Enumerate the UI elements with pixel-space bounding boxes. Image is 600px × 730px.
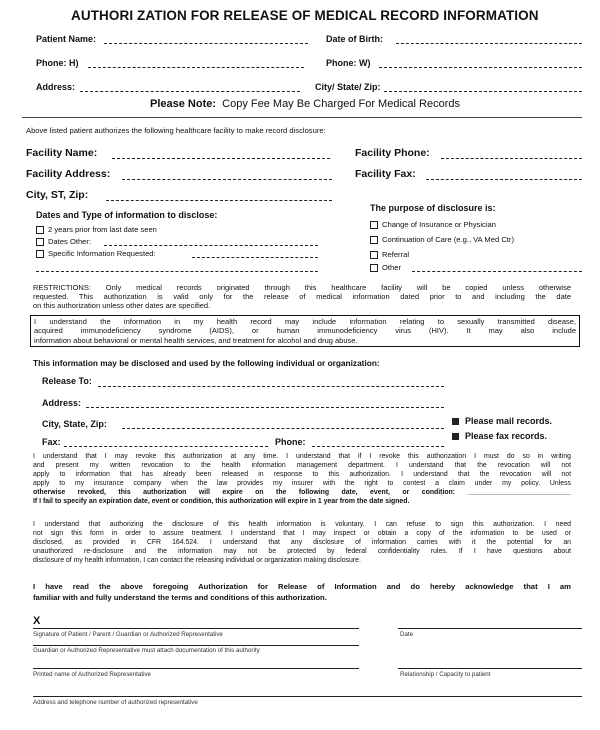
facility-fax-field[interactable] bbox=[426, 179, 582, 180]
phone-work-field[interactable] bbox=[379, 67, 582, 68]
recipient-fax-label: Fax: bbox=[42, 437, 61, 447]
checkbox-icon[interactable] bbox=[452, 418, 459, 425]
divider bbox=[22, 117, 582, 118]
representative-address-label: Address and telephone number of authorized representative bbox=[33, 699, 198, 706]
guardian-line[interactable] bbox=[33, 645, 359, 646]
recipient-address-label: Address: bbox=[42, 398, 82, 408]
purpose-item[interactable]: Other bbox=[370, 263, 401, 272]
relationship-line[interactable] bbox=[398, 668, 582, 669]
city-state-zip-label: City/ State/ Zip: bbox=[315, 82, 381, 92]
release-to-label: Release To: bbox=[42, 376, 92, 386]
signature-x-mark: X bbox=[33, 615, 41, 627]
recipient-phone-label: Phone: bbox=[275, 437, 306, 447]
fax-records-option[interactable]: Please fax records. bbox=[452, 431, 547, 441]
dates-other-field[interactable] bbox=[104, 245, 318, 246]
info-types-heading: Dates and Type of information to disclose: bbox=[36, 210, 218, 220]
voluntary-text: I understand that authorizing the disclosure of this health information is voluntary. I can refuse to sign this authorization. I need not sign this form in order to assure treatment. I understand that I may inspect or obtain a copy of the information to be used or disclosed, as provided in CFR 164.524. I understand that any disclosure of information carries with it the potential for an unauthorized re-disclosure and the information may not be protected by federal confidentiality rules. If I have questions about disclosure of my health information, I can contact the releasing individual or organization making disclosure. bbox=[33, 521, 571, 565]
recipient-address-field[interactable] bbox=[86, 407, 444, 408]
facility-name-field[interactable] bbox=[112, 158, 330, 159]
representative-address-line[interactable] bbox=[33, 696, 582, 697]
signature-line[interactable] bbox=[33, 628, 359, 629]
phone-home-field[interactable] bbox=[88, 67, 304, 68]
facility-city-field[interactable] bbox=[106, 200, 332, 201]
purpose-other-field[interactable] bbox=[412, 271, 582, 272]
checkbox[interactable] bbox=[36, 226, 44, 234]
acknowledgement-text: I have read the above foregoing Authorization for Release of Information and do hereby acknowledge that I am familiar with and fully understand the terms and conditions of this authorization. bbox=[33, 582, 571, 602]
facility-phone-field[interactable] bbox=[441, 158, 582, 159]
address-label: Address: bbox=[36, 82, 76, 92]
printed-name-line[interactable] bbox=[33, 668, 359, 669]
checkbox[interactable] bbox=[370, 251, 378, 259]
sensitive-info-notice: I understand the information in my health record may include information relating to sexually transmitted disease, acquired immunodeficiency syndrome (AIDS), or human immunodeficiency virus (HIV). It may also include information about behavioral or mental health services, and treatment for alcohol and drug abuse. bbox=[30, 315, 580, 347]
specific-info-field[interactable] bbox=[192, 257, 318, 258]
facility-intro: Above listed patient authorizes the following healthcare facility to make record disclosure: bbox=[26, 126, 326, 135]
phone-home-label: Phone: H) bbox=[36, 58, 79, 68]
facility-phone-label: Facility Phone: bbox=[355, 147, 430, 159]
checkbox-icon[interactable] bbox=[452, 433, 459, 440]
recipient-city-field[interactable] bbox=[122, 428, 444, 429]
checkbox[interactable] bbox=[370, 264, 378, 272]
patient-name-label: Patient Name: bbox=[36, 34, 97, 44]
revocation-text: I understand that I may revoke this authorization at any time. I understand that if I revoke this authorization I must do so in writing and present my written revocation to the health information management department. I understand that the revocation will not apply to information that has already been released in response to this authorization. I understand that the revocation will not apply to my insurance company when the law provides my insurer with the right to contest a claim under my policy. Unless otherwise revoked, this authorization will expire on the following date, event, or condition: ___________________________ If I fail to specify an expiration date, event or condition, this authorization will expire in 1 year from the date signed. bbox=[33, 453, 571, 506]
facility-city-label: City, ST, Zip: bbox=[26, 189, 89, 201]
address-field[interactable] bbox=[80, 91, 300, 92]
phone-work-label: Phone: W) bbox=[326, 58, 371, 68]
facility-address-label: Facility Address: bbox=[26, 168, 111, 180]
mail-records-option[interactable]: Please mail records. bbox=[452, 416, 552, 426]
copy-fee-note bbox=[150, 98, 460, 110]
relationship-label: Relationship / Capacity to patient bbox=[400, 671, 491, 678]
checkbox[interactable] bbox=[370, 236, 378, 244]
checkbox[interactable] bbox=[36, 250, 44, 258]
purpose-item[interactable]: Change of Insurance or Physician bbox=[370, 220, 496, 229]
signature-label: Signature of Patient / Parent / Guardian or Authorized Representative bbox=[33, 631, 223, 638]
note-label: Please Note: bbox=[150, 98, 217, 110]
form-title: AUTHORI ZATION FOR RELEASE OF MEDICAL RECORD INFORMATION bbox=[71, 8, 539, 23]
checkbox[interactable] bbox=[370, 221, 378, 229]
checkbox[interactable] bbox=[36, 238, 44, 246]
purpose-item[interactable]: Referral bbox=[370, 250, 409, 259]
info-type-item[interactable]: Dates Other: bbox=[36, 237, 91, 246]
purpose-item[interactable]: Continuation of Care (e.g., VA Med Ctr) bbox=[370, 235, 514, 244]
facility-address-field[interactable] bbox=[122, 179, 332, 180]
dob-field[interactable] bbox=[396, 43, 582, 44]
recipient-heading: This information may be disclosed and used by the following individual or organization: bbox=[33, 358, 380, 368]
date-line[interactable] bbox=[398, 628, 582, 629]
info-type-item[interactable]: Specific Information Requested: bbox=[36, 249, 156, 258]
facility-name-label: Facility Name: bbox=[26, 147, 98, 159]
specific-info-field-2[interactable] bbox=[36, 271, 318, 272]
guardian-note: Guardian or Authorized Representative must attach documentation of this authority bbox=[33, 647, 260, 654]
dob-label: Date of Birth: bbox=[326, 34, 383, 44]
recipient-phone-field[interactable] bbox=[312, 446, 444, 447]
date-label: Date bbox=[400, 631, 414, 638]
recipient-fax-field[interactable] bbox=[64, 446, 268, 447]
purpose-heading: The purpose of disclosure is: bbox=[370, 203, 496, 213]
info-type-item[interactable]: 2 years prior from last date seen bbox=[36, 225, 157, 234]
release-to-field[interactable] bbox=[98, 386, 444, 387]
printed-name-label: Printed name of Authorized Representative bbox=[33, 671, 151, 678]
facility-fax-label: Facility Fax: bbox=[355, 168, 416, 180]
patient-name-field[interactable] bbox=[104, 43, 308, 44]
note-text: Copy Fee May Be Charged For Medical Records bbox=[222, 98, 460, 110]
city-state-zip-field[interactable] bbox=[384, 91, 582, 92]
restrictions-text: RESTRICTIONS: Only medical records originated through this healthcare facility will be copied unless otherwise requested. This authorization is valid only for the release of medical information dated prior to and including the date on this authorization unless other dates are specified. bbox=[33, 283, 571, 311]
recipient-city-label: City, State, Zip: bbox=[42, 419, 107, 429]
